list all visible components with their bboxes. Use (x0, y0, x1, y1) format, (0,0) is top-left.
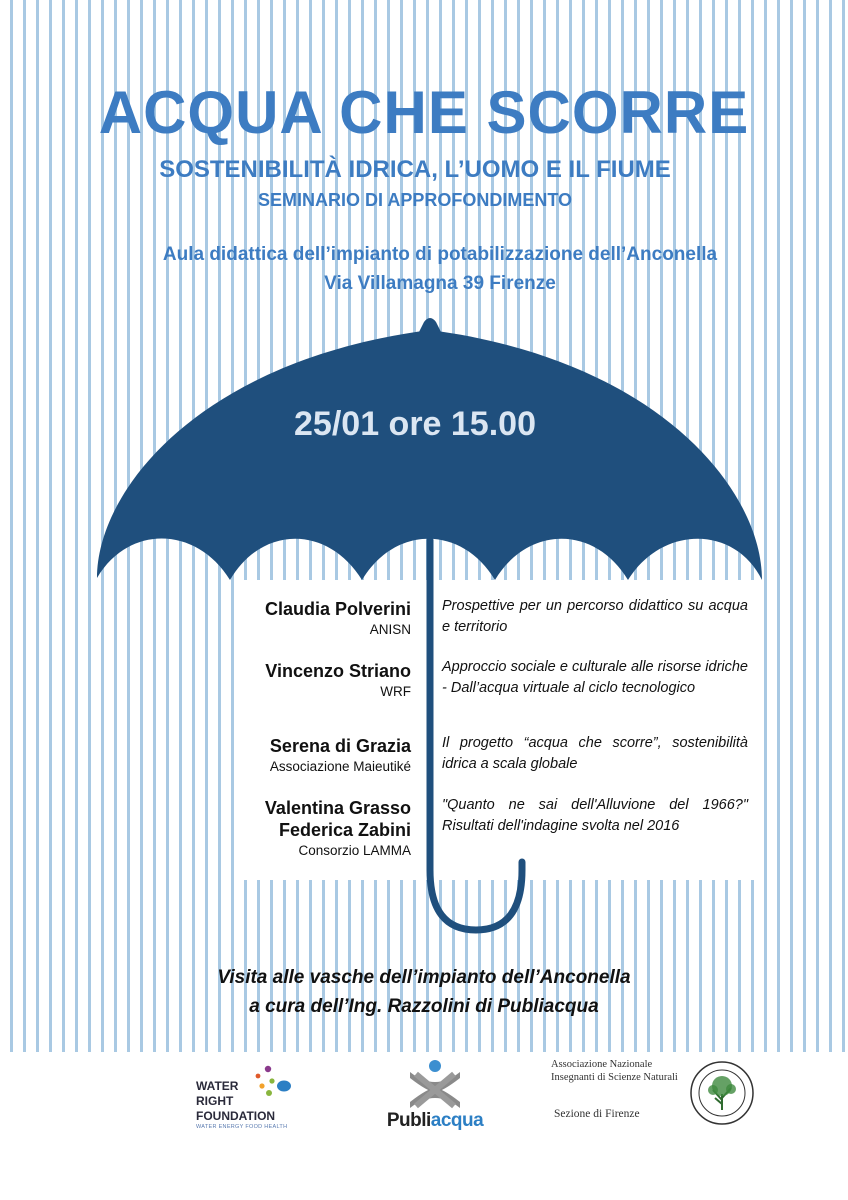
venue-line-1: Aula didattica dell’impianto di potabilizzazione dell’Anconella (162, 244, 718, 265)
speaker-3 (236, 735, 411, 777)
speaker-name: Claudia Polverini (264, 599, 411, 619)
visit-line-2: a cura dell’Ing. Razzolini di Publiacqua (249, 996, 599, 1017)
program-panel (236, 580, 756, 880)
talk-topic-1: Prospettive per un percorso didattico su acqua e territorio (442, 598, 748, 635)
speaker-org: WRF (380, 684, 411, 699)
wrf-tagline: WATER ENERGY FOOD HEALTH (196, 1124, 288, 1130)
publiacqua-wordmark-part-1: Publi (386, 1110, 431, 1131)
wrf-line-1: WATER (196, 1079, 239, 1093)
water-right-foundation-logo (196, 1060, 306, 1140)
event-type: SEMINARIO DI APPROFONDIMENTO (257, 190, 572, 210)
speaker-name: Federica Zabini (278, 820, 411, 840)
speaker-name: Serena di Grazia (269, 736, 411, 756)
anisn-seal-icon (689, 1060, 755, 1126)
speaker-name: Vincenzo Striano (265, 661, 411, 681)
speaker-2 (236, 660, 411, 702)
venue-address: Via Villamagna 39 Firenze (324, 273, 556, 294)
wrf-line-2: RIGHT (196, 1094, 234, 1108)
publiacqua-x-icon (380, 1058, 490, 1110)
page-title: ACQUA CHE SCORRE (98, 79, 750, 146)
publiacqua-logo (380, 1058, 490, 1142)
wrf-line-3: FOUNDATION (196, 1109, 276, 1123)
speaker-org: ANISN (369, 622, 411, 637)
event-datetime: 25/01 ore 15.00 (294, 405, 536, 443)
subtitle: SOSTENIBILITÀ IDRICA, L’UOMO E IL FIUME (159, 156, 671, 183)
speaker-name: Valentina Grasso (264, 798, 411, 818)
anisn-logo (551, 1058, 761, 1138)
talk-topic-3: Il progetto “acqua che scorre”, sostenibilità idrica a scala globale (442, 735, 748, 772)
anisn-line-1: Associazione Nazionale (551, 1059, 653, 1070)
speaker-org: Consorzio LAMMA (298, 843, 411, 858)
speaker-1 (236, 598, 411, 640)
talk-topic-4: "Quanto ne sai dell'Alluvione del 1966?" Risultati dell'indagine svolta nel 2016 (442, 797, 748, 834)
talk-topic-2: Approccio sociale e culturale alle risorse idriche - Dall’acqua virtuale al ciclo tecnologico (442, 659, 748, 696)
speaker-org: Associazione Maieutiké (269, 759, 411, 774)
anisn-section: Sezione di Firenze (554, 1108, 640, 1120)
publiacqua-wordmark (380, 1110, 490, 1132)
publiacqua-wordmark-part-2: acqua (430, 1110, 484, 1131)
anisn-line-2: Insegnanti di Scienze Naturali (551, 1072, 678, 1083)
speaker-4 (236, 797, 411, 861)
visit-line-1: Visita alle vasche dell’impianto dell’Anconella (217, 967, 631, 988)
umbrella-tip (418, 318, 442, 334)
